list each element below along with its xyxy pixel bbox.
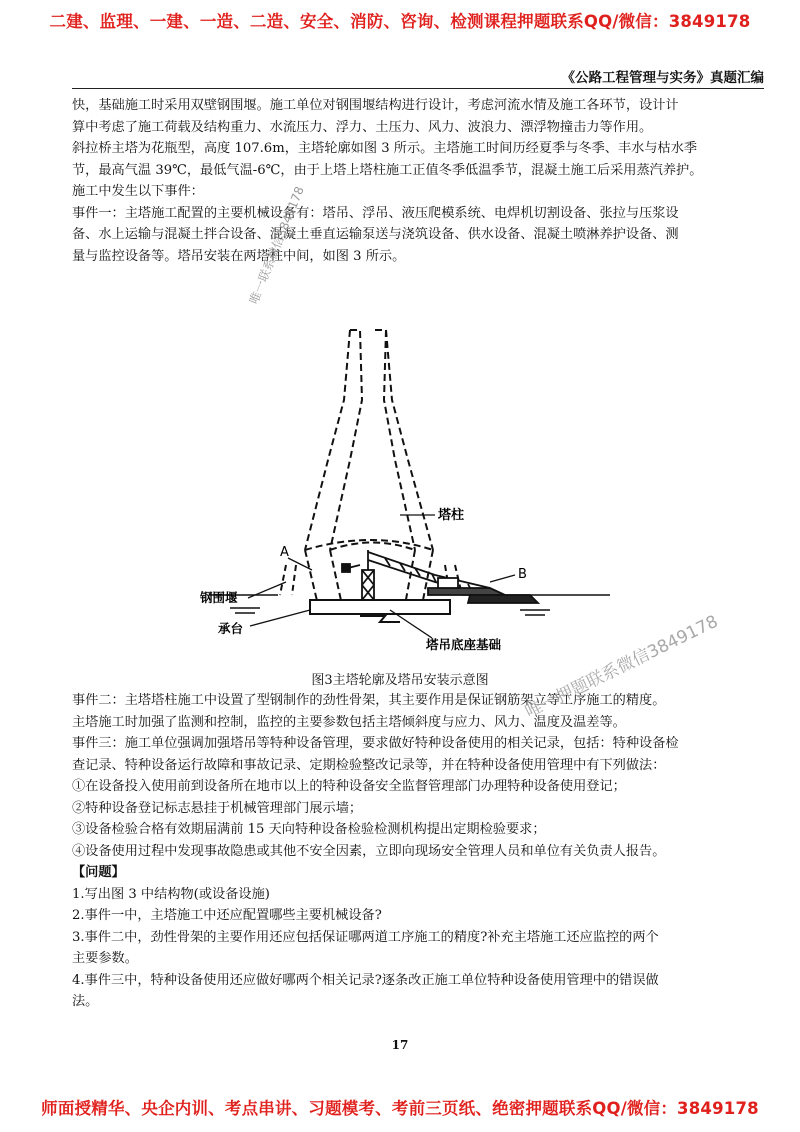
- bottom-promo-banner: 师面授精华、央企内训、考点串讲、习题模考、考前三页纸、绝密押题联系QQ/微信：3849178: [41, 1099, 759, 1118]
- tower-crane-diagram: [200, 320, 630, 665]
- label-cofferdam: 钢围堰: [200, 590, 238, 605]
- text-line: ④设备使用过程中发现事故隐患或其他不安全因素，立即向现场安全管理人员和单位有关负责人报告。: [72, 843, 666, 859]
- page-number: 17: [391, 1038, 409, 1052]
- label-tower-column: 塔柱: [438, 508, 465, 523]
- watermark-text: 唯一押题联系微信3849178: [522, 611, 722, 723]
- question-line: 3.事件二中，劲性骨架的主要作用还应包括保证哪两道工序施工的精度?补充主塔施工还应监控的两个: [72, 929, 659, 945]
- figure-caption: 图3主塔轮廓及塔吊安装示意图: [311, 673, 489, 688]
- text-line: ①在设备投入使用前到设备所在地市以上的特种设备安全监督管理部门办理特种设备使用登记；: [72, 779, 626, 794]
- label-a: A: [280, 545, 289, 560]
- running-head: 《公路工程管理与实务》真题汇编: [561, 70, 764, 86]
- header-rule: [72, 88, 764, 89]
- text-line: ②特种设备登记标志悬挂于机械管理部门展示墙；: [72, 800, 363, 816]
- crane-base-foundation: [360, 616, 400, 622]
- text-line: 算中考虑了施工荷载及结构重力、水流压力、浮力、土压力、风力、波浪力、漂浮物撞击力等作用。: [72, 119, 653, 135]
- question-line: 主要参数。: [72, 951, 138, 966]
- text-line: 查记录、特种设备运行故障和事故记录、定期检验整改记录等，并在特种设备使用管理中有下列做法：: [72, 757, 666, 773]
- body-paragraphs-bottom: [72, 690, 722, 1013]
- text-line: 快，基础施工时采用双壁钢围堰。施工单位对钢围堰结构进行设计，考虑河流水情及施工各环节，设计计: [72, 98, 679, 113]
- watermark-text: 唯一联系微信3849178: [246, 184, 307, 306]
- text-line: 事件三：施工单位强调加强塔吊等特种设备管理，要求做好特种设备使用的相关记录，包括：特种设备检: [72, 736, 679, 751]
- text-line: 事件二：主塔塔柱施工中设置了型钢制作的劲性骨架，其主要作用是保证钢筋架立等工序施工的精度。: [72, 693, 666, 708]
- label-b: B: [518, 567, 527, 582]
- text-line: 量与监控设备等。塔吊安装在两塔柱中间，如图 3 所示。: [72, 248, 406, 264]
- text-line: ③设备检验合格有效期届满前 15 天向特种设备检验检测机构提出定期检验要求；: [72, 822, 546, 837]
- lower-tower-legs: [305, 540, 433, 605]
- question-line: 法。: [72, 994, 99, 1009]
- questions-title: 【问题】: [72, 865, 125, 880]
- text-line: 斜拉桥主塔为花瓶型，高度 107.6m，主塔轮廓如图 3 所示。主塔施工时间历经夏季与冬季、丰水与枯水季: [72, 141, 698, 156]
- label-pile-cap: 承台: [218, 621, 244, 636]
- text-line: 施工中发生以下事件：: [72, 184, 204, 199]
- text-line: 节，最高气温 39℃，最低气温-6℃，由于上塔上塔柱施工正值冬季低温季节，混凝土施工后采用蒸汽养护。: [72, 162, 703, 178]
- body-paragraphs-top: [72, 95, 722, 267]
- text-line: 事件一：主塔施工配置的主要机械设备有：塔吊、浮吊、液压爬模系统、电焊机切割设备、张拉与压浆设: [72, 205, 679, 221]
- question-line: 2.事件一中，主塔施工中还应配置哪些主要机械设备?: [72, 908, 382, 923]
- pile-cap: [310, 600, 450, 614]
- text-line: 主塔施工时加强了监测和控制，监控的主要参数包括主塔倾斜度与应力、风力、温度及温差等。: [72, 714, 626, 730]
- question-line: 4.事件三中，特种设备使用还应做好哪两个相关记录?逐条改正施工单位特种设备使用管理中的错误做: [72, 972, 659, 988]
- upper-tower-outline: [305, 330, 433, 550]
- text-line: 备、水上运输与混凝土拌合设备、混凝土垂直运输泵送与浇筑设备、供水设备、混凝土喷淋养护设备、测: [72, 227, 679, 242]
- label-crane-base: 塔吊底座基础: [426, 637, 502, 652]
- question-line: 1.写出图 3 中结构物(或设备设施): [72, 886, 270, 902]
- top-promo-banner: 二建、监理、一建、一造、二造、安全、消防、咨询、检测课程押题联系QQ/微信：3849178: [49, 12, 751, 31]
